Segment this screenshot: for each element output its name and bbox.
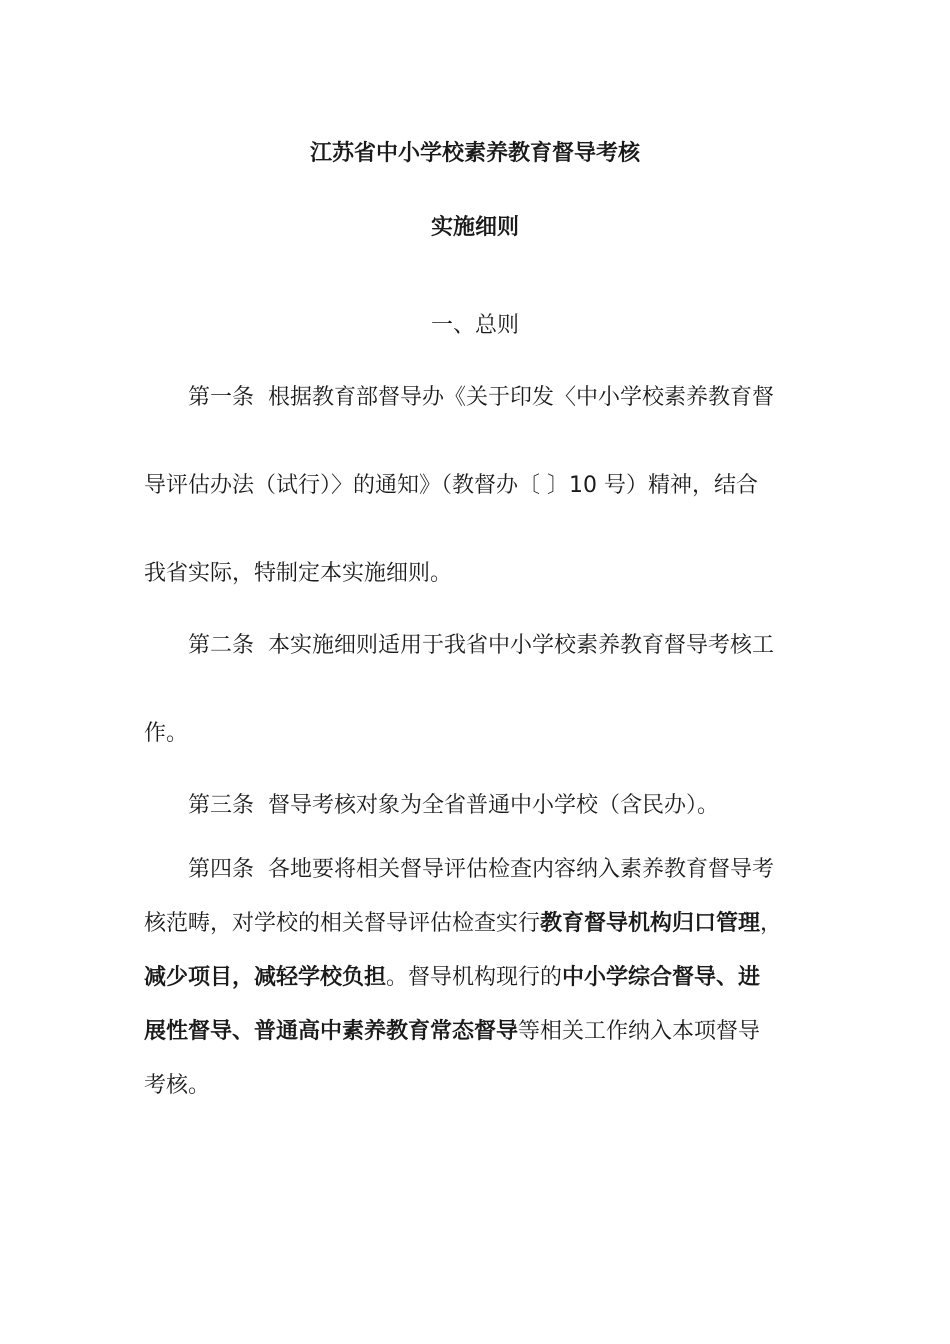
article-2-line-1 (188, 628, 774, 659)
article-1-line-2: 导评估办法（试行）〉的通知》（教督办〔 〕10 号）精神，结合 (144, 473, 758, 498)
article-2-text-1: 本实施细则适用于我省中小学校素养教育督导考核工 (268, 633, 775, 658)
article-1-label: 第一条 (188, 385, 255, 410)
article-4-text-1: 各地要将相关督导评估检查内容纳入素养教育督导考 (268, 857, 775, 882)
document-title-line-1: 江苏省中小学校素养教育督导考核 (309, 141, 640, 166)
article-4-bold-2: 教育督导机构归口管理 (540, 911, 761, 936)
article-4-text-2b: ， (760, 911, 783, 936)
article-2-line-2: 作。 (144, 721, 189, 746)
article-1-line-1 (188, 380, 774, 411)
article-4-bold-3b: 中小学综合督导、进 (562, 965, 761, 990)
section-heading: 一、总则 (430, 313, 519, 338)
article-4-text-4a: 等相关工作纳入本项督导 (518, 1019, 761, 1044)
article-4-line-5: 考核。 (144, 1073, 211, 1098)
article-4-line-3 (144, 960, 760, 991)
document-title-line-2: 实施细则 (430, 215, 519, 240)
article-4-bold-3: 减少项目，减轻学校负担 (144, 965, 387, 990)
article-4-line-2 (144, 906, 782, 937)
article-3-label: 第三条 (188, 793, 255, 818)
article-4-text-2a: 核范畴，对学校的相关督导评估检查实行 (144, 911, 541, 936)
article-4-line-1 (188, 852, 774, 883)
article-1-text-1: 根据教育部督导办《关于印发〈中小学校素养教育督 (268, 385, 775, 410)
article-1-line-3: 我省实际，特制定本实施细则。 (144, 561, 453, 586)
article-2-label: 第二条 (188, 633, 255, 658)
article-4-line-4 (144, 1014, 760, 1045)
article-4-bold-4: 展性督导、普通高中素养教育常态督导 (144, 1019, 519, 1044)
article-3-text-1: 督导考核对象为全省普通中小学校（含民办）。 (268, 793, 720, 818)
article-3-line-1 (188, 788, 719, 819)
article-4-text-3a: 。督导机构现行的 (386, 965, 563, 990)
article-4-label: 第四条 (188, 857, 255, 882)
